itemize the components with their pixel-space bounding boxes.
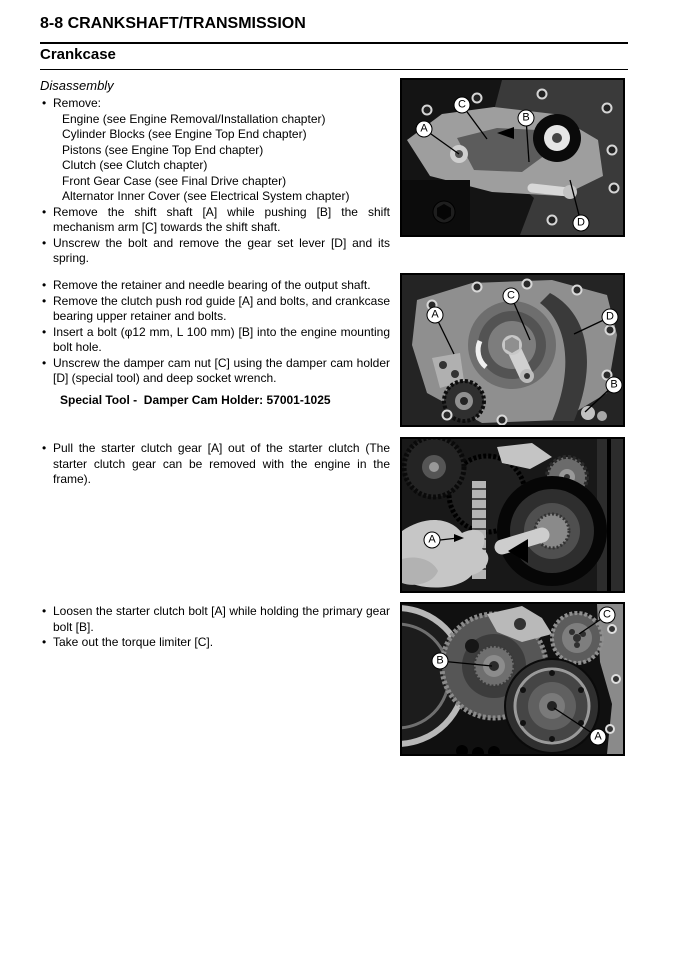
- step-shift-shaft: • Remove the shift shaft [A] while pushing [B] the shift mechanism arm [C] towards the shift shaft.: [40, 205, 390, 236]
- section-rule: [40, 69, 628, 70]
- step-gear-set-lever: • Unscrew the bolt and remove the gear set lever [D] and its spring.: [40, 236, 390, 267]
- step-group-3: [40, 441, 390, 488]
- callout-a: A: [424, 532, 441, 549]
- remove-item: Alternator Inner Cover (see Electrical System chapter): [62, 189, 350, 203]
- step-torque-limiter: • Take out the torque limiter [C].: [40, 635, 390, 651]
- step-group-1: [40, 96, 390, 267]
- figure-damper-cam: [400, 273, 625, 427]
- step-loosen-bolt: • Loosen the starter clutch bolt [A] while holding the primary gear bolt [B].: [40, 604, 390, 635]
- step-group-2: [40, 278, 390, 408]
- title-rule: [40, 42, 628, 44]
- subsection-title: Disassembly: [40, 78, 114, 93]
- step-starter-clutch-gear: • Pull the starter clutch gear [A] out of the starter clutch (The starter clutch gear can be removed with the engine in the frame).: [40, 441, 390, 488]
- remove-item: Engine (see Engine Removal/Installation chapter): [62, 111, 326, 126]
- callout-a: A: [427, 307, 444, 324]
- remove-item: Pistons (see Engine Top End chapter): [62, 142, 264, 157]
- callout-b: B: [432, 653, 449, 670]
- callout-c: C: [599, 607, 616, 624]
- figure-starter-clutch-gear: [400, 437, 625, 593]
- callout-a: A: [416, 121, 433, 138]
- step-damper-cam-nut: • Unscrew the damper cam nut [C] using the damper cam holder [D] (special tool) and deep socket wrench.: [40, 356, 390, 387]
- callout-a: A: [590, 729, 607, 746]
- callout-d: D: [602, 309, 619, 326]
- figure-torque-limiter: [400, 602, 625, 756]
- step-push-rod-guide: • Remove the clutch push rod guide [A] and bolts, and crankcase bearing upper retainer and bolts.: [40, 294, 390, 325]
- callout-d: D: [573, 215, 590, 232]
- starter-clutch-gear-photo-art: [402, 439, 623, 591]
- figure-shift-shaft: [400, 78, 625, 237]
- callout-b: B: [606, 377, 623, 394]
- callout-b: B: [518, 110, 535, 127]
- callout-c: C: [454, 97, 471, 114]
- remove-item: Clutch (see Clutch chapter): [62, 158, 208, 172]
- remove-item: Cylinder Blocks (see Engine Top End chapter): [62, 127, 307, 141]
- remove-item: Front Gear Case (see Final Drive chapter): [62, 173, 287, 188]
- step-remove-intro: • Remove:: [40, 96, 390, 112]
- section-title: Crankcase: [40, 46, 116, 63]
- callout-c: C: [503, 288, 520, 305]
- step-insert-bolt: • Insert a bolt (φ12 mm, L 100 mm) [B] into the engine mounting bolt hole.: [40, 325, 390, 356]
- step-retainer: • Remove the retainer and needle bearing of the output shaft.: [40, 278, 390, 294]
- shift-shaft-photo-art: [402, 80, 623, 235]
- step-group-4: [40, 604, 390, 651]
- special-tool-note: Special Tool - Damper Cam Holder: 57001-1025: [60, 392, 331, 407]
- page-title: 8-8 CRANKSHAFT/TRANSMISSION: [40, 15, 306, 32]
